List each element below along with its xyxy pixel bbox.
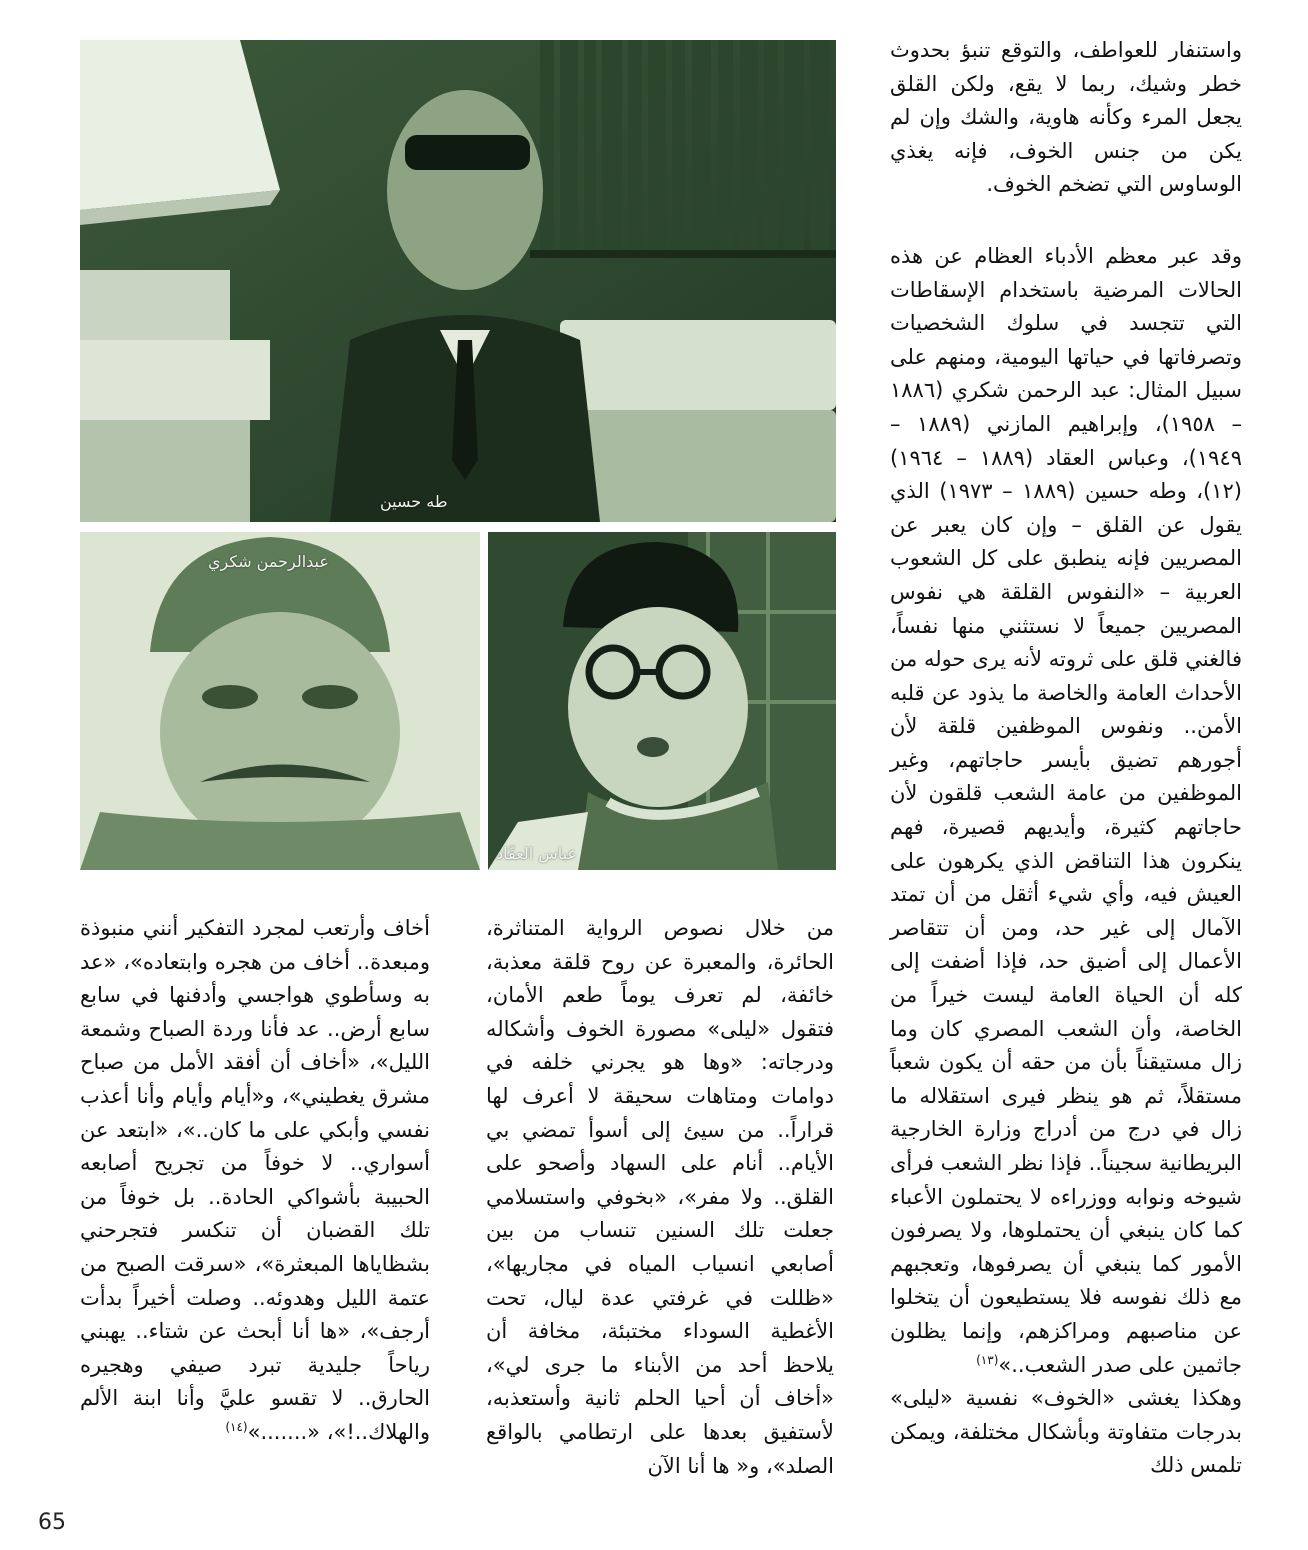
- portrait-photo-icon: [80, 532, 480, 870]
- photo-caption: طه حسين: [380, 492, 448, 511]
- photo-caption: عباس العقّاد: [496, 844, 577, 863]
- paragraph: [890, 240, 1242, 1382]
- article-column-right: [890, 34, 1242, 1483]
- paragraph: من خلال نصوص الرواية المتناثرة، الحائرة، والمعبرة عن روح قلقة معذبة، خائفة، لم تعرف يوماً طعم الأمان، فتقول «ليلى» مصورة الخوف وأشكاله ودرجاته: «وها هو يجرني خلفه في دوامات ومتاهات سحيقة لا أعرف لها قراراً.. من سيئ إلى أسوأ تمضي بي الأيام.. أنام على السهاد وأصحو على القلق.. ولا مفر»، «بخوفي واستسلامي جعلت تلك السنين تنساب من بين أصابعي انسياب المياه في مجاريها»، «ظللت في غرفتي عدة ليال، تحت الأغطية السوداء مختبئة، مخافة أن يلاحظ أحد من الأبناء ما جرى لي»، «أخاف أن أحيا الحلم ثانية وأستعذبه، لأستفيق بعدها على ارتطامي بالواقع الصلد»، و« ها أنا الآن: [486, 916, 834, 1478]
- paragraph-text: أخاف وأرتعب لمجرد التفكير أنني منبوذة ومبعدة.. أخاف من هجره وابتعاده»، «عد به وسأطوي هواجسي وأدفنها في سابع سابع أرض.. عد فأنا وردة الصباح وشمعة الليل»، «أخاف أن أفقد الأمل من صباح مشرق يغطيني»، و«أيام وأيام وأنا أعذب نفسي وأبكي على ما كان..»، «ابتعد عن أسواري.. لا خوفاً من تجريح أصابعه الحبيبة بأشواكي الحادة.. بل خوفاً من تلك القضبان أن تنكسر فتجرحني بشظاياها المبعثرة»، «سرقت الصبح من عتمة الليل وهدوئه.. وصلت أخيراً بدأت أرجف»، «ها أنا أبحث عن شتاء.. يهبني رياحاً جليدية تبرد صيفي وهجيره الحارق.. لا تقسو عليَّ وأنا ابنة الألم والهلاك..!»، «.......»: [80, 916, 430, 1444]
- photo-abbas-aqqad: [488, 532, 836, 870]
- photo-abdelrahman-shukri: [80, 532, 480, 870]
- photo-caption: عبدالرحمن شكري: [208, 552, 329, 571]
- portrait-photo-icon: [488, 532, 836, 870]
- footnote-marker: (١٤): [225, 1419, 248, 1434]
- paragraph: [80, 912, 430, 1450]
- portrait-photo-icon: [80, 40, 836, 522]
- paragraph: واستنفار للعواطف، والتوقع تنبؤ بحدوث خطر وشيك، ربما لا يقع، ولكن القلق يجعل المرء وكأنه هاوية، والشك وإن لم يكن من جنس الخوف، فإنه يغذي الوساوس التي تضخم الخوف.: [890, 38, 1242, 197]
- footnote-marker: (١٣): [976, 1352, 999, 1367]
- article-column-left: [80, 912, 430, 1450]
- page-number: 65: [38, 1510, 66, 1535]
- photo-taha-hussein: [80, 40, 836, 522]
- paragraph: وهكذا يغشى «الخوف» نفسية «ليلى» بدرجات متفاوتة وبأشكال مختلفة، ويمكن تلمس ذلك: [890, 1386, 1242, 1478]
- article-column-middle: [486, 912, 834, 1483]
- paragraph-text: وقد عبر معظم الأدباء العظام عن هذه الحالات المرضية باستخدام الإسقاطات التي تتجسد في سلوك الشخصيات وتصرفاتها في حياتها اليومية، ومنهم على سبيل المثال: عبد الرحمن شكري (١٨٨٦ – ١٩٥٨)، وإبراهيم المازني (١٨٨٩ – ١٩٤٩)، وعباس العقاد (١٨٨٩ – ١٩٦٤)(١٢)، وطه حسين (١٨٨٩ – ١٩٧٣) الذي يقول عن القلق – وإن كان يعبر عن المصريين فإنه ينطبق على كل الشعوب العربية – «النفوس القلقة هي نفوس المصريين جميعاً لا نستثني منها نفساً، فالغني قلق على ثروته لأنه يرى حوله من الأحداث العامة والخاصة ما يذود عن قلبه الأمن.. ونفوس الموظفين قلقة لأن أجورهم تضيق بأيسر حاجاتهم، وغير الموظفين من عامة الشعب قلقون لأن حاجاتهم كثيرة، وأيديهم قصيرة، فهم ينكرون هذا التناقض الذي يكرهون على العيش فيه، وأي شيء أثقل من أن تمتد الآمال إلى غير حد، ومن أن تتقاصر الأعمال إلى أضيق حد، فإذا أضفت إلى كله أن الحياة العامة ليست خيراً من الخاصة، وأن الشعب المصري كان وما زال مستيقناً بأن من حقه أن يكون شعباً مستقلاً، ثم هو ينظر فيرى استقلاله ما زال في درج من أدراج وزارة الخارجية البريطانية سجيناً.. فإذا نظر الشعب فرأى شيوخه ونوابه ووزراءه لا يحتملون الأعباء كما كان ينبغي أن يحتملوها، ولا يصرفون الأمور كما ينبغي أن يصرفوها، وتعجبهم مع ذلك نفوسه فلا يستطيعون أن يتخلوا عن مناصبهم ومراكزهم، وإنما يظلون جاثمين على صدر الشعب..»: [890, 243, 1243, 1377]
